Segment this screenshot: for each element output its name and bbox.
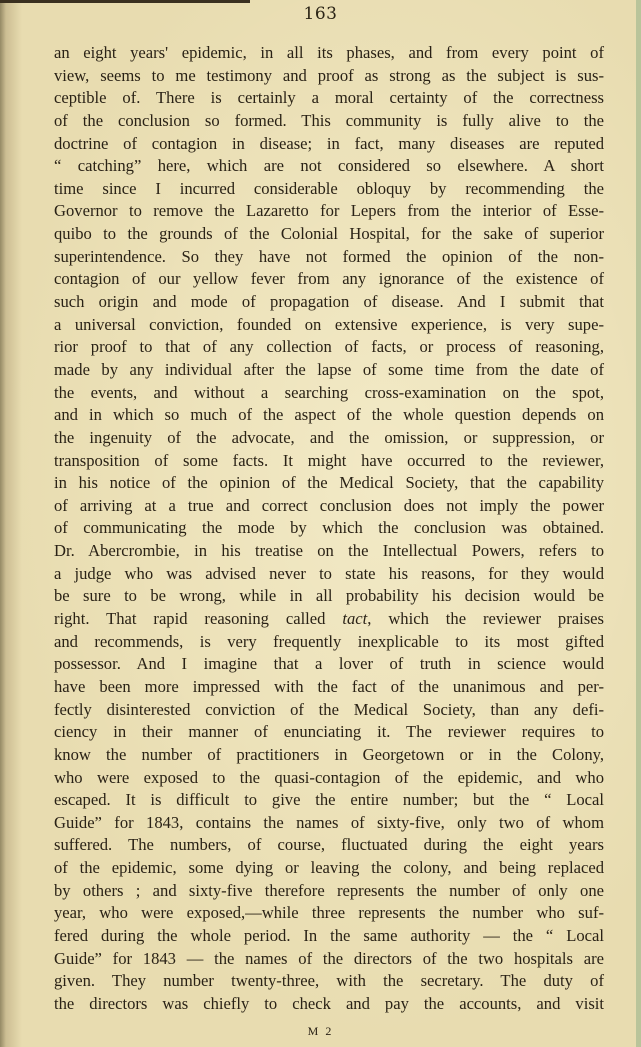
text-line: possessor. And I imagine that a lover of truth in science would (54, 654, 604, 674)
text-line: ceptible of. There is certainly a moral certainty of the correctness (54, 88, 604, 108)
text-line: in his notice of the opinion of the Medical Society, that the capability (54, 473, 604, 493)
text-line: superintendence. So they have not formed the opinion of the non- (54, 246, 604, 266)
text-line: fectly disinterested conviction of the Medical Society, than any defi- (54, 699, 604, 719)
text-line: Guide” for 1843, contains the names of sixty-five, only two of whom (54, 812, 604, 832)
text-line: an eight years' epidemic, in all its phases, and from every point of (54, 43, 604, 62)
text-line: Guide” for 1843 — the names of the directors of the two hospitals are (54, 948, 604, 968)
text-line: know the number of practitioners in Georgetown or in the Colony, (54, 744, 604, 764)
text-line: rior proof to that of any collection of facts, or process of reasoning, (54, 337, 604, 357)
text-line: and in which so much of the aspect of the whole question depends on (54, 405, 604, 425)
text-line: of arriving at a true and correct conclusion does not imply the power (54, 495, 604, 515)
text-line: Dr. Abercrombie, in his treatise on the Intellectual Powers, refers to (54, 541, 604, 561)
text-line: ciency in their manner of enunciating it. The reviewer requires to (54, 722, 604, 742)
text-line: a judge who was advised never to state his reasons, for they would (54, 563, 604, 583)
text-line: by others ; and sixty-five therefore represents the number of only one (54, 880, 604, 900)
text-line: view, seems to me testimony and proof as strong as the subject is sus- (54, 65, 604, 85)
text-line: year, who were exposed,—while three represents the number who suf- (54, 903, 604, 923)
text-line: suffered. The numbers, of course, fluctuated during the eight years (54, 835, 604, 855)
signature-mark: M 2 (307, 1024, 334, 1038)
text-line: the events, and without a searching cross-examination on the spot, (54, 382, 604, 402)
body-text (54, 42, 604, 1016)
text-line: given. They number twenty-three, with the secretary. The duty of (54, 971, 604, 991)
text-line: made by any individual after the lapse of some time from the date of (54, 359, 604, 379)
text-line: right. That rapid reasoning called tact, which the reviewer praises (54, 609, 604, 629)
text-line: doctrine of contagion in disease; in fact, many diseases are reputed (54, 133, 604, 153)
text-line: transposition of some facts. It might have occurred to the reviewer, (54, 450, 604, 470)
text-line: be sure to be wrong, while in all probability his decision would be (54, 586, 604, 606)
text-line: such origin and mode of propagation of disease. And I submit that (54, 292, 604, 312)
top-rule (0, 0, 250, 3)
text-line: escaped. It is difficult to give the entire number; but the “ Local (54, 790, 604, 810)
text-line: “ catching” here, which are not considered so elsewhere. A short (54, 156, 604, 176)
text-line: Governor to remove the Lazaretto for Lepers from the interior of Esse- (54, 201, 604, 221)
text-line: contagion of our yellow fever from any ignorance of the existence of (54, 269, 604, 289)
text-line: the directors was chiefly to check and pay the accounts, and visit (54, 993, 604, 1013)
text-line: of communicating the mode by which the conclusion was obtained. (54, 518, 604, 538)
page-number: 163 (303, 4, 338, 24)
text-line: a universal conviction, founded on extensive experience, is very supe- (54, 314, 604, 334)
page-edge (636, 0, 641, 1047)
text-line: time since I incurred considerable obloquy by recommending the (54, 178, 604, 198)
text-line: quibo to the grounds of the Colonial Hospital, for the sake of superior (54, 224, 604, 244)
text-line: have been more impressed with the fact of the unanimous and per- (54, 676, 604, 696)
text-line: the ingenuity of the advocate, and the omission, or suppression, or (54, 427, 604, 447)
text-line: who were exposed to the quasi-contagion of the epidemic, and who (54, 767, 604, 787)
text-line: fered during the whole period. In the same authority — the “ Local (54, 925, 604, 945)
text-line: of the epidemic, some dying or leaving the colony, and being replaced (54, 858, 604, 878)
text-line: and recommends, is very frequently inexplicable to its most gifted (54, 631, 604, 651)
text-line: of the conclusion so formed. This community is fully alive to the (54, 110, 604, 130)
